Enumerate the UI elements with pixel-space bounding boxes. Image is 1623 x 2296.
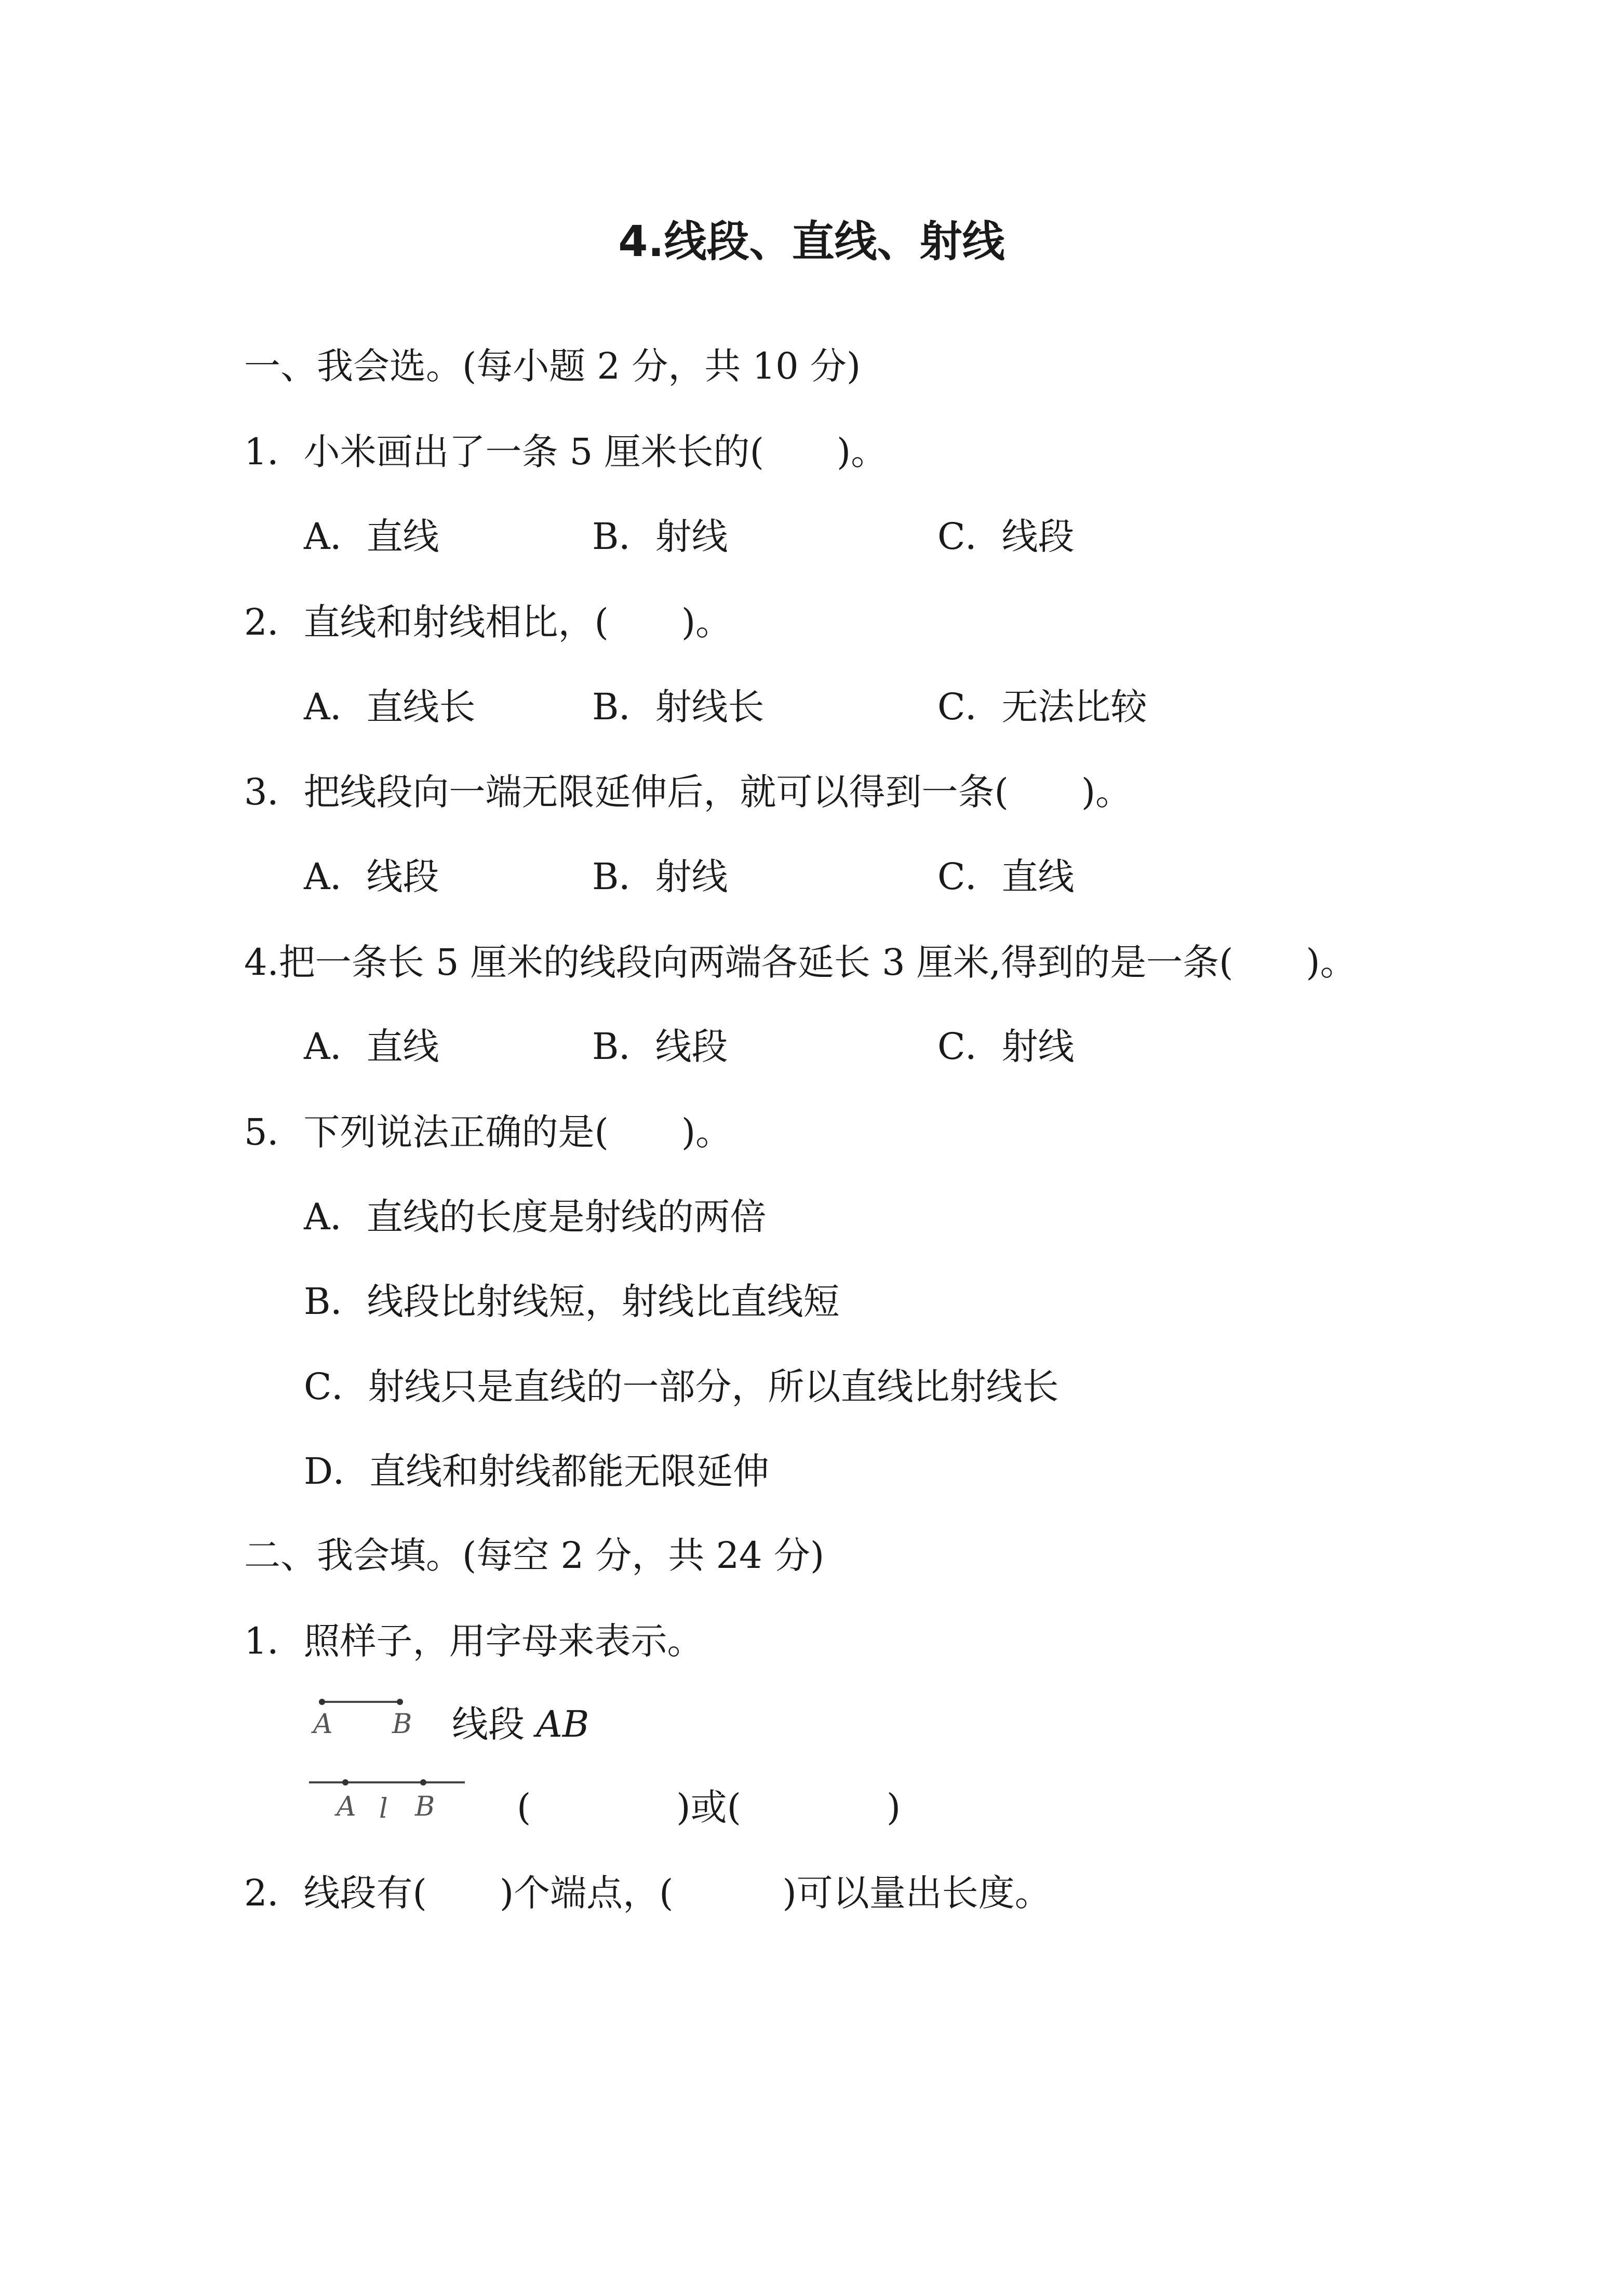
point-b-label: B	[415, 1791, 435, 1822]
segment-ab-figure	[304, 1690, 428, 1742]
option-b: B．射线	[592, 855, 728, 898]
example-answer	[452, 1703, 589, 1746]
answer-blanks: ( )或( )	[517, 1786, 901, 1829]
option-a: A．直线的长度是射线的两倍	[304, 1196, 767, 1238]
option-a: A．线段	[304, 855, 439, 898]
section-heading: 一、我会选。(每小题 2 分，共 10 分)	[244, 345, 861, 387]
question-stem: 4.把一条长 5 厘米的线段向两端各延长 3 厘米,得到的是一条( )。	[244, 941, 1357, 984]
option-c: C．射线只是直线的一部分，所以直线比射线长	[304, 1365, 1059, 1408]
option-a: A．直线	[304, 515, 439, 558]
option-d: D．直线和射线都能无限延伸	[304, 1450, 770, 1493]
question-stem: 5．下列说法正确的是( )。	[244, 1111, 732, 1153]
option-b: B．射线	[592, 515, 728, 558]
page-title: 4.线段、直线、射线	[618, 217, 1005, 266]
point-b-label: B	[392, 1709, 412, 1740]
option-a: A．直线	[304, 1025, 439, 1068]
point-b-dot	[397, 1699, 403, 1705]
option-b: B．射线长	[592, 686, 764, 728]
option-c: C．直线	[937, 855, 1075, 898]
example-answer-text: 线段	[452, 1703, 536, 1746]
point-a-label: A	[337, 1791, 356, 1822]
option-c: C．无法比较	[937, 686, 1147, 728]
section-heading: 二、我会填。(每空 2 分，共 24 分)	[244, 1534, 825, 1577]
line-l-figure	[304, 1771, 480, 1828]
option-b: B．线段	[592, 1025, 728, 1068]
point-b-dot	[420, 1779, 426, 1785]
question-stem: 1．照样子，用字母来表示。	[244, 1620, 704, 1662]
point-a-dot	[342, 1779, 348, 1785]
point-a-label: A	[313, 1709, 333, 1740]
question-stem: 2．线段有( )个端点，( )可以量出长度。	[244, 1872, 1051, 1914]
option-c: C．线段	[937, 515, 1075, 558]
option-b: B．线段比射线短，射线比直线短	[304, 1280, 840, 1323]
example-answer-letters: AB	[536, 1703, 589, 1746]
option-a: A．直线长	[304, 686, 476, 728]
question-stem: 3．把线段向一端无限延伸后，就可以得到一条( )。	[244, 771, 1132, 813]
option-c: C．射线	[937, 1025, 1075, 1068]
point-a-dot	[319, 1699, 325, 1705]
question-stem: 2．直线和射线相比，( )。	[244, 601, 732, 643]
question-stem: 1．小米画出了一条 5 厘米长的( )。	[244, 431, 888, 473]
line-l-label: l	[379, 1793, 388, 1824]
